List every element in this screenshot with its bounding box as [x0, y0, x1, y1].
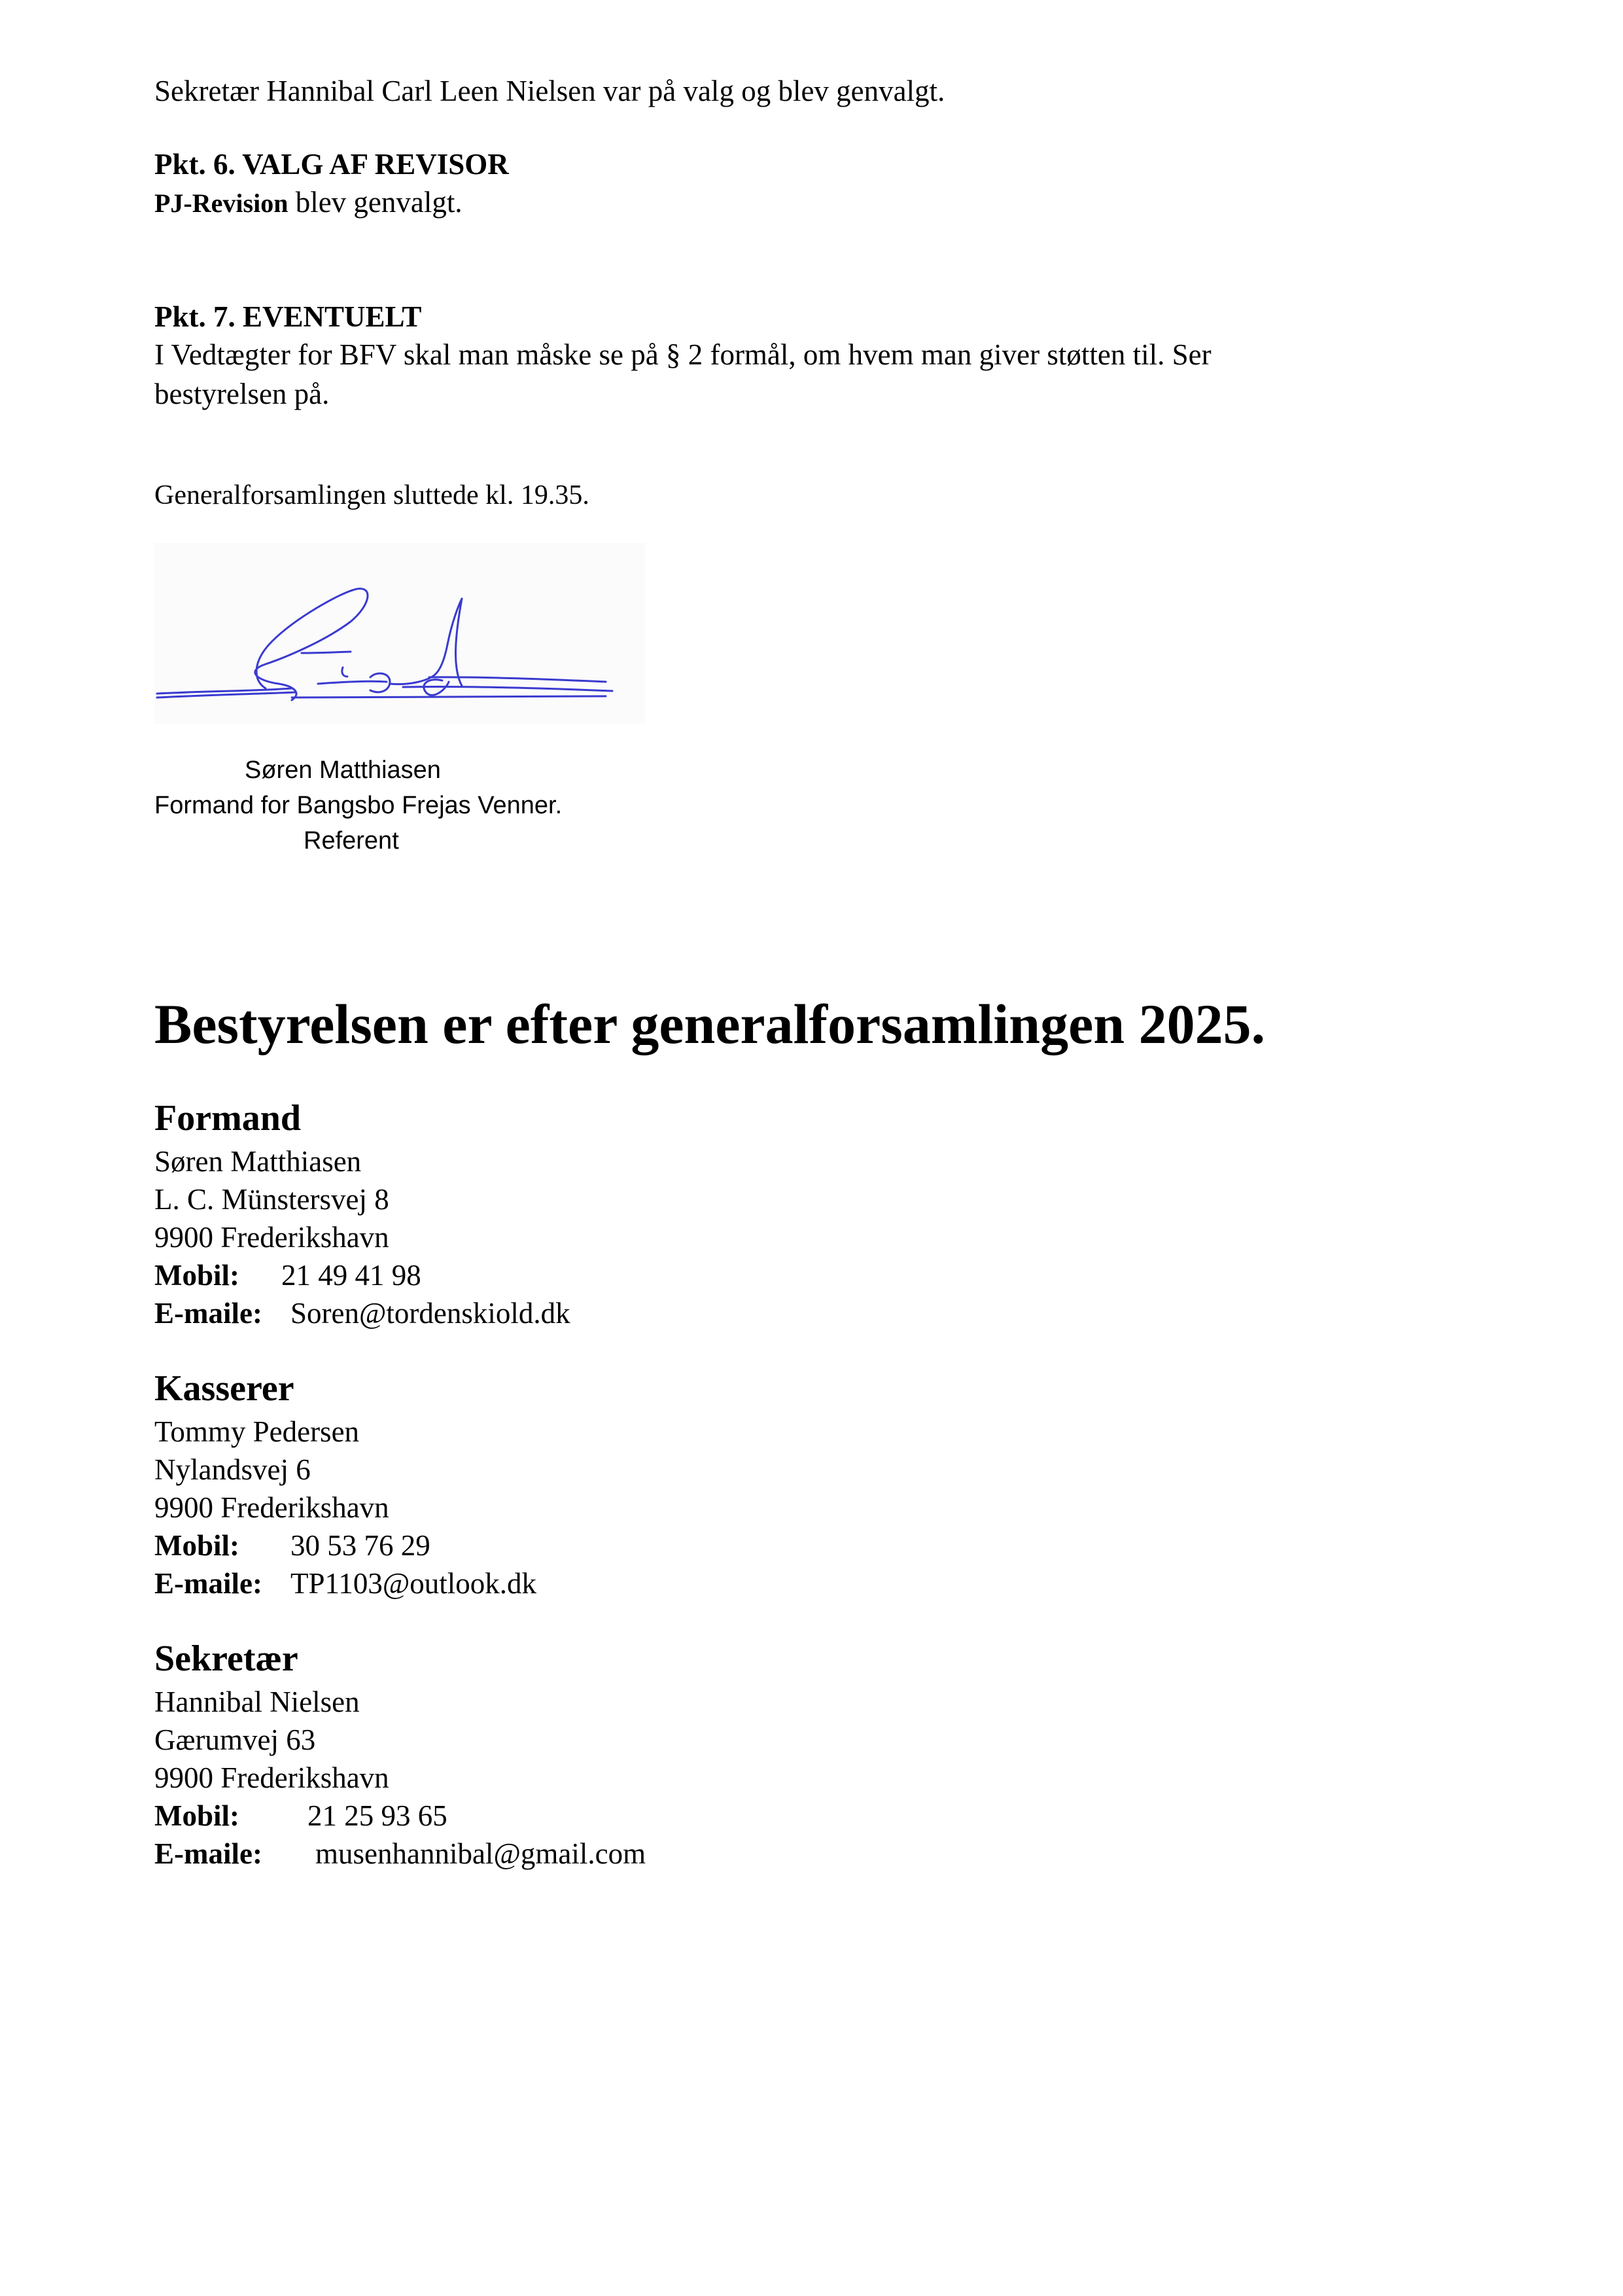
closing-text: Generalforsamlingen sluttede kl. 19.35. [154, 480, 589, 510]
member-address: Gærumvej 63 [154, 1723, 316, 1756]
email-label: E-maile: [154, 1567, 262, 1600]
role-heading-formand: Formand [154, 1098, 301, 1139]
signature-image [154, 543, 645, 724]
signatory-title: Formand for Bangsbo Frejas Venner. [154, 792, 563, 819]
email-value: Soren@tordenskiold.dk [290, 1297, 570, 1330]
member-email-row [154, 1835, 646, 1873]
mobile-value: 21 49 41 98 [281, 1259, 421, 1292]
signatory-name: Søren Matthiasen [245, 756, 441, 784]
pkt6-heading: Pkt. 6. VALG AF REVISOR [154, 148, 509, 181]
role-heading-sekretaer: Sekretær [154, 1638, 298, 1679]
member-email-row [154, 1564, 536, 1602]
member-email-row [154, 1294, 570, 1332]
mobile-value: 21 25 93 65 [307, 1799, 447, 1832]
member-name: Tommy Pedersen [154, 1415, 360, 1448]
member-city: 9900 Frederikshavn [154, 1761, 389, 1794]
pkt6-text [154, 183, 462, 222]
member-city: 9900 Frederikshavn [154, 1221, 389, 1254]
email-value: TP1103@outlook.dk [290, 1567, 537, 1600]
pkt7-line-2: bestyrelsen på. [154, 378, 330, 410]
mobile-label: Mobil: [154, 1259, 239, 1292]
member-name: Søren Matthiasen [154, 1145, 362, 1178]
mobile-label: Mobil: [154, 1799, 239, 1832]
member-city: 9900 Frederikshavn [154, 1491, 389, 1524]
member-mobile-row [154, 1797, 447, 1835]
signatory-role: Referent [304, 827, 399, 855]
signature-graphic [154, 543, 645, 724]
role-heading-kasserer: Kasserer [154, 1368, 294, 1409]
board-title: Bestyrelsen er efter generalforsamlingen 2025. [154, 993, 1266, 1055]
member-mobile-row [154, 1527, 430, 1564]
member-mobile-row [154, 1256, 421, 1294]
mobile-label: Mobil: [154, 1529, 239, 1562]
email-value: musenhannibal@gmail.com [315, 1837, 646, 1870]
email-label: E-maile: [154, 1837, 262, 1870]
revisor-name: PJ-Revision [154, 188, 288, 218]
mobile-value: 30 53 76 29 [290, 1529, 430, 1562]
pkt6-result: blev genvalgt. [288, 186, 462, 219]
member-name: Hannibal Nielsen [154, 1686, 360, 1718]
secretary-election-text: Sekretær Hannibal Carl Leen Nielsen var på valg og blev genvalgt. [154, 75, 945, 107]
pkt7-heading: Pkt. 7. EVENTUELT [154, 300, 422, 333]
member-address: L. C. Münstersvej 8 [154, 1183, 389, 1216]
email-label: E-maile: [154, 1297, 262, 1330]
member-address: Nylandsvej 6 [154, 1453, 311, 1486]
pkt7-line-1: I Vedtægter for BFV skal man måske se på § 2 formål, om hvem man giver støtten til. Ser [154, 338, 1212, 371]
